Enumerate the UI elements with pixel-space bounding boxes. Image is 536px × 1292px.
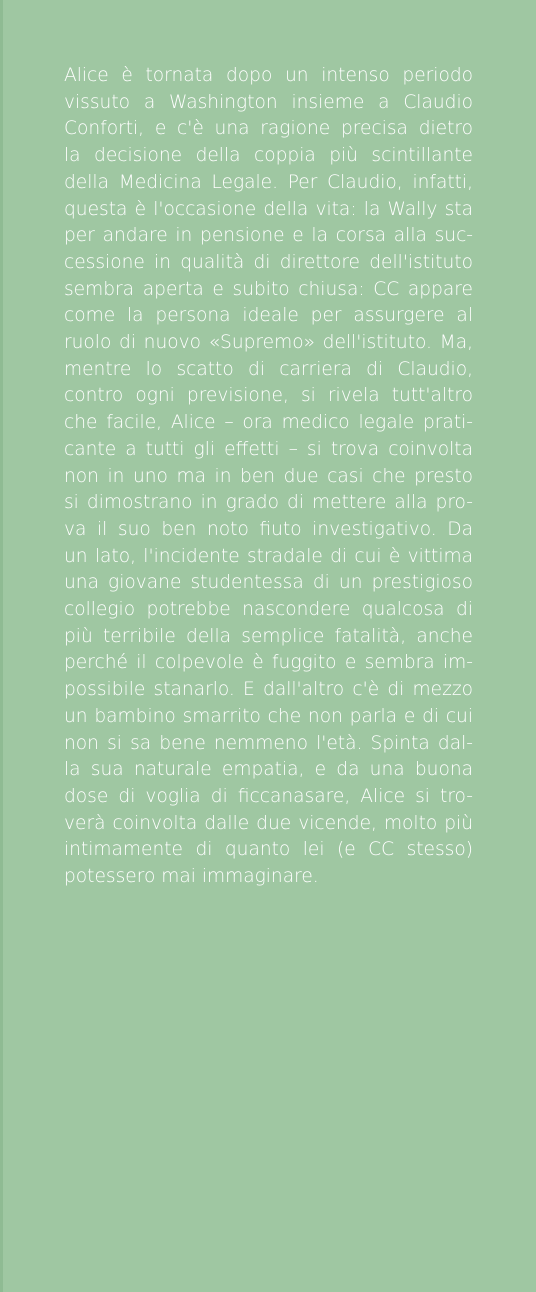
synopsis-line: collegio potrebbe nascondere qualcosa di xyxy=(64,599,473,621)
synopsis-line: un lato, l'incidente stradale di cui è vittima xyxy=(64,545,473,567)
synopsis-line: possibile stanarlo. E dall'altro c'è di mezzo xyxy=(64,679,473,701)
synopsis-line: vissuto a Washington insieme a Claudio xyxy=(64,91,473,113)
synopsis-line: mentre lo scatto di carriera di Claudio, xyxy=(64,358,473,380)
synopsis-text xyxy=(64,63,473,891)
cover-edge xyxy=(0,0,3,1292)
synopsis-line: cante a tutti gli effetti – si trova coinvolta xyxy=(64,438,473,460)
synopsis-line: potessero mai immaginare. xyxy=(64,866,319,888)
synopsis-line: va il suo ben noto fiuto investigativo. Da xyxy=(64,518,473,540)
synopsis-line: Alice è tornata dopo un intenso periodo xyxy=(64,65,473,86)
synopsis-line: ruolo di nuovo «Supremo» dell'istituto. Ma, xyxy=(64,332,473,354)
synopsis-line: non si sa bene nemmeno l'età. Spinta dal- xyxy=(64,732,473,754)
synopsis-line: perché il colpevole è fuggito e sembra im- xyxy=(64,652,473,674)
synopsis-line: contro ogni previsione, si rivela tutt'altro xyxy=(64,385,473,407)
synopsis-line: questa è l'occasione della vita: la Wally sta xyxy=(64,198,473,220)
synopsis-line: della Medicina Legale. Per Claudio, infatti, xyxy=(64,171,473,193)
synopsis-line: sembra aperta e subito chiusa: CC appare xyxy=(64,278,473,300)
synopsis-line: dose di voglia di ficcanasare, Alice si tro- xyxy=(64,785,473,807)
synopsis-line: cessione in qualità di direttore dell'istituto xyxy=(64,251,473,273)
synopsis-line: Conforti, e c'è una ragione precisa dietro xyxy=(64,118,473,140)
synopsis-line: come la persona ideale per assurgere al xyxy=(64,305,473,327)
synopsis-line: un bambino smarrito che non parla e di cui xyxy=(64,705,473,727)
synopsis-line: intimamente di quanto lei (e CC stesso) xyxy=(64,839,473,861)
synopsis-line: per andare in pensione e la corsa alla suc- xyxy=(64,225,473,247)
synopsis-line: la sua naturale empatia, e da una buona xyxy=(64,759,473,781)
synopsis-line: si dimostrano in grado di mettere alla pro- xyxy=(64,492,473,514)
synopsis-line: una giovane studentessa di un prestigioso xyxy=(64,572,473,594)
synopsis-line: verà coinvolta dalle due vicende, molto più xyxy=(64,812,473,834)
synopsis-line: la decisione della coppia più scintillante xyxy=(64,145,473,167)
synopsis-line: che facile, Alice – ora medico legale prati- xyxy=(64,412,473,434)
synopsis-line: non in uno ma in ben due casi che presto xyxy=(64,465,473,487)
synopsis-line: più terribile della semplice fatalità, anche xyxy=(64,625,473,647)
